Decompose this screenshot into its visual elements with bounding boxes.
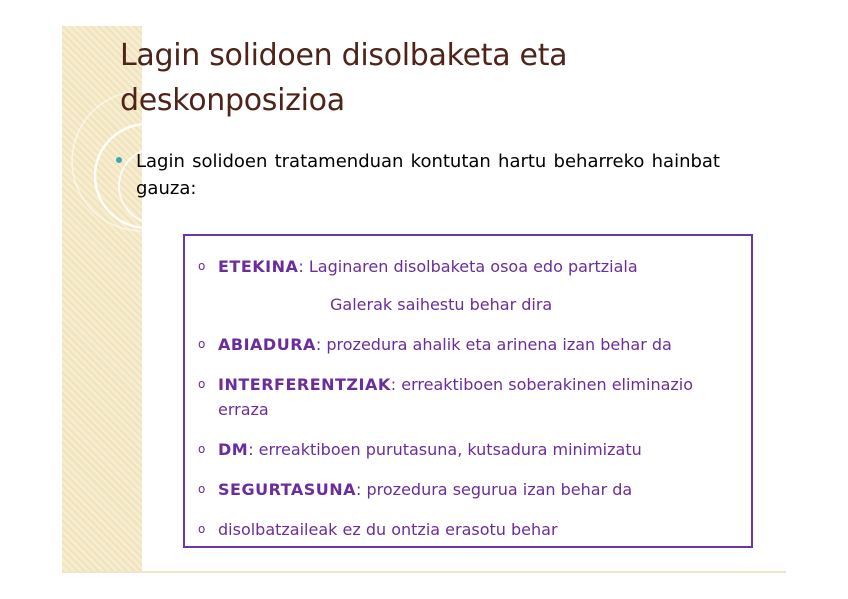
circle-bullet-icon: o <box>198 377 206 391</box>
circle-bullet-icon: o <box>198 337 206 351</box>
list-item-etekina <box>198 254 748 279</box>
item-text: : erreaktiboen purutasuna, kutsadura minimizatu <box>248 440 642 459</box>
divider <box>62 571 786 573</box>
item-text: : prozedura ahalik eta arinena izan behar da <box>315 335 672 354</box>
item-key: DM <box>218 440 249 459</box>
circle-bullet-icon: o <box>198 259 206 273</box>
slide-title: Lagin solidoen disolbaketa eta deskonposizioa <box>120 38 568 118</box>
item-key: ETEKINA <box>218 257 299 276</box>
list-item-segurtasuna <box>198 477 748 502</box>
item-key: SEGURTASUNA <box>218 480 357 499</box>
list-item-interferentziak <box>198 372 748 422</box>
item-key: ABIADURA <box>218 335 316 354</box>
item-text: : Laginaren disolbaketa osoa edo partziala <box>298 257 638 276</box>
circle-bullet-icon: o <box>198 442 206 456</box>
item-text: : erreaktiboen soberakinen eliminazio erraza <box>218 375 694 419</box>
sub-note: Galerak saihestu behar dira <box>330 295 553 314</box>
item-text: : prozedura segurua izan behar da <box>356 480 633 499</box>
intro-text: Lagin solidoen tratamenduan kontutan hartu beharreko hainbat gauza: <box>136 151 720 199</box>
circle-bullet-icon: o <box>198 522 206 536</box>
intro-bullet-item <box>114 148 720 202</box>
circle-bullet-icon: o <box>198 482 206 496</box>
item-key: INTERFERENTZIAK <box>218 375 391 394</box>
list-item-dm <box>198 437 748 462</box>
item-text: disolbatzaileak ez du ontzia erasotu behar <box>218 520 558 539</box>
list-item-abiadura <box>198 332 748 357</box>
bullet-dot-icon <box>114 148 136 170</box>
list-item-disolbatzaileak <box>198 517 748 542</box>
